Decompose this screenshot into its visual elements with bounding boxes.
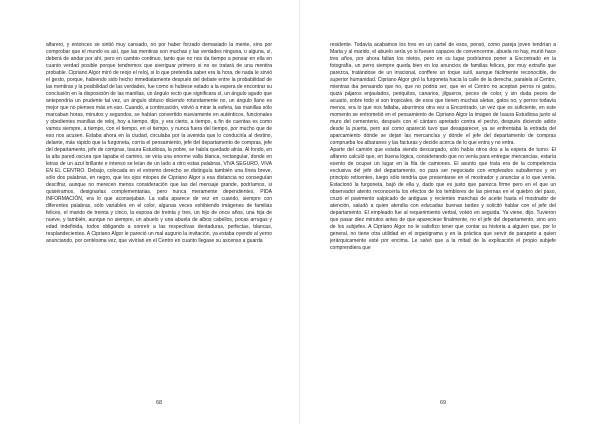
right-page (300, 0, 600, 424)
right-page-body: residente. Todavía acabamos los tres en un cartel de esos, pensó, como pareja joven tendrían a Marta y al marido, el abuelo sería yo si fuesen capaces de convencerme, abuela no hay, murió hace tres años, por ahora faltan los nietos, pero en su lugar podríamos poner a Encontrado en la fotografía, un perro siempre queda bien en los anuncios de familias felices, por muy extraño que parezca, tratándose de un irracional, conffere un toque sutil, aunque fácilmente reconocible, de superior humanidad. Cipriano Algor giró la furgoneta hacia la calle de la derecha, paralela al Centro, mientras iba pensando que no, que no podría ser, que en el Centro no aceptan perros ni gatos, quizá pájaros enjaulados, periquitos, canarios, jilgueros, peces de color, y sin duda peces de acuario, sobre todo si son tropicales, de esos que tienen muchas aletas, gatos no, y perros todavía menos, era lo que nos faltaba, aburrimos otra vez a Encontrado, un vez que es suficiente, en este momento se entrometió en el pensamiento de Cipriano Algor la imagen de Isaura Estudiosa junto al muro del cementerio, después con el cántaro apretado contra el pecho, después diciendo adiós desde la puerta, pero así como apareció tuvo que desaparecer, ya se enfrentaba la entrada del aparcamiento dónde se dejan las mercancías y dónde el jefe del departamento de compras comprueba los albaranes y las facturas y decide acerca de lo que entra y no entra. Aparte del camión que estaba siendo descargado, sólo había otros dos a la espera de turno. El alfarero calculó que, en buena lógica, considerando que no venía para entregar mercancías, estaría exento de ocupar un lugar en la fila de camiones. El asunto que traía era de la competencia exclusiva del jefe del departamento, no para ser negociado con empleados subalternos y en principio reticentes, luego sólo tendría que presentarse en el mostrador y anunciar a lo que venía. Estacionó la furgoneta, bajó de ella y, dado que es justo que parezca firme pero en el que un observador atento reconocería los efectos de los temblores de las piernas en el quiebro del paso, cruzó el pavimento salpicado de antiguas y recientes manchas de aceite hasta el mostrador de atención, saludó a quien atendía con educadas buenas tardes y solicitó hablar con el jefe del departamento. El empleado fue al requerimiento verbal, volvió en seguida. Ya viene, dijo. Tuvieron que pasar diez minutos antes de que apareciese finalmente, no el jefe del departamento, sino uno de los subjefes. A Cipriano Algor no le satisfizo tener que contar su historia a alguien que, por lo general, no tiene otra utilidad en el organigrama y en la práctica que servir de parapeto a quien jerárquicamente esté por encima. Le salvó que a la mitad de la explicación el propio subjefe comprendiera que (330, 42, 556, 252)
right-page-text (330, 42, 556, 394)
left-page-number: 68 (155, 400, 163, 406)
left-page-body: alfarero, y entonces se sintió muy cansado, no por haber forzado demasiado la mente, sino por comprobar que el mundo es así, que las mentiras son muchas y las verdades ninguna, o alguna, sí, deberá de andar por ahí, pero en cambio continuo, tanto que no nos da tiempo a pensar en ella en cuanto verdad posible porque tendremos que averiguar primero si no se tratará de una mentira probable. Cipriano Algor miró de reojo el reloj, si lo que pretendía saber era la hora, de nada le sirvió el gesto, porque, habiendo sido hecho inmediatamente después del debate entre la probabilidad de las mentiras y la posibilidad de las verdades, fue como si hubiese estado a la espera de encontrar su conclusión en la disposición de las manillas, un ángulo recto que significara sí, un ángulo agudo que antepondría un prudente tal vez, un ángulo obtuso diciendo rotundamente no, un ángulo llano es mejor que no pienses más en eso. Cuando, a continuación, volvió a mirar la esfera, las manillas sólo marcaban horas, minutos y segundos, se habían convertido nuevamente en auténticos, funcionales y obedientes manillas de reloj, hoy a tiempo, dijo, y era cierto, a tiempo, a fin de cuentas es como vamos siempre, a tiempo, con el tiempo, en el tiempo, y nunca fuera del tiempo, por mucho que de eso nos acusen. Estaba ahora en la ciudad, circulaba por la avenida que lo conduciría al destino, delante, más rápido que la furgoneta, corría el pensamiento, jefe del departamento de compras, jefe del departamento, jefe de compras, Isaura Estudiosa, la pobre, se había quedado atrás. Al fondo, en la alta pared oscura que tapaba el camino, se veía una enorme valla blanca, rectangular, donde en letras de un azul brillante e intenso se leían de un lado a otro estas palabras, VIVA SEGURO, VIVA EN EL CENTRO. Debajo, colocada en el extremo derecho se distinguía también una línea breve, sólo dos palabras, en negro, que los ojos miopes de Cipriano Algor a esa distancia no conseguían descifrar, aunque no merecen menos consideración que las del mensaje grande, podríamos, si quisiéramos, designarlas complementarias, pero nunca meramente dependientes, PIDA INFORMACIÓN, era lo que aconsejaban. La valla aparece de vez en cuando, siempre con diferentes palabras, sólo variables en el color, algunas veces exhibiendo imágenes de familias felices, el marido de treinta y cinco, la esposa de treinta y tres, un hijo de once años, una hija de nueve, y también, aunque no siempre, un abuelo y una abuela de albos cabellos, pocas arrugas y edad indefinida, todos obligando a sonreír a las respectivas dentaduras, perfectas, blancas, resplandecientes. A Cipriano Algor le pareció un mal augurio la invitación, ya estaba oyendo al yerno anunciando, por centésima vez, que vivirían en el Centro en cuanto llegase su ascenso a guarda (46, 42, 272, 245)
right-page-number: 69 (439, 400, 447, 406)
left-page-text (46, 42, 272, 394)
